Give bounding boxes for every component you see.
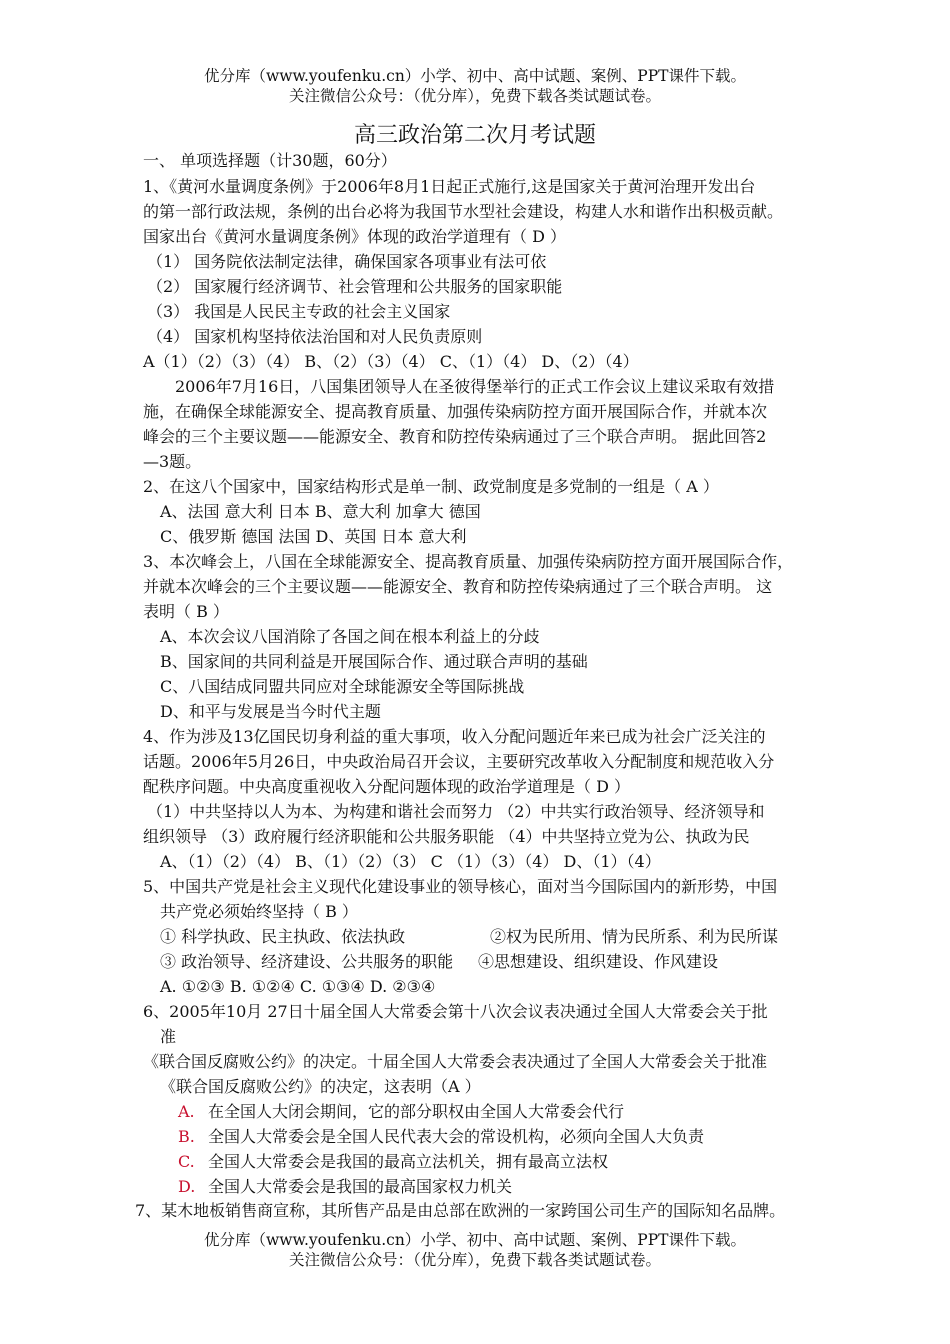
passage-line-3: 峰会的三个主要议题——能源安全、教育和防控传染病通过了三个联合声明。 据此回答2: [143, 427, 767, 446]
footer-line-2: 关注微信公众号：（优分库），免费下载各类试题试卷。: [288, 1251, 661, 1269]
q4-options: A、（1）（2）（4） B、（1）（2）（3） C （1）（3）（4） D、（1）（4）: [160, 852, 661, 871]
q6-option-a-key: A.: [178, 1102, 195, 1121]
q4-stem-line-2: 话题。2006年5月26日，中央政治局召开会议，主要研究改革收入分配制度和规范收入分: [143, 752, 775, 771]
q7-stem-line-1: 7、某木地板销售商宣称，其所售产品是由总部在欧洲的一家跨国公司生产的国际知名品牌。: [135, 1201, 786, 1220]
q5-item-4: ④思想建设、组织建设、作风建设: [478, 952, 719, 971]
passage-line-1: 2006年7月16日，八国集团领导人在圣彼得堡举行的正式工作会议上建议采取有效措: [175, 377, 775, 396]
footer-line-1: 优分库（www.youfenku.cn）小学、初中、高中试题、案例、PPT课件下载。: [203, 1231, 747, 1249]
q2-stem: 2、在这八个国家中，国家结构形式是单一制、政党制度是多党制的一组是（ A ）: [143, 477, 719, 496]
q3-stem-line-1: 3、本次峰会上，八国在全球能源安全、提高教育质量、加强传染病防控方面开展国际合作，: [143, 552, 794, 571]
q6-option-d-key: D.: [178, 1177, 196, 1196]
q3-option-b: B、国家间的共同利益是开展国际合作、通过联合声明的基础: [160, 652, 588, 671]
q1-item-4: （4） 国家机构坚持依法治国和对人民负责原则: [147, 327, 483, 346]
q4-items-line-2: 组织领导 （3）政府履行经济职能和公共服务职能 （4）中共坚持立党为公、执政为民: [143, 827, 750, 846]
q4-items-line-1: （1）中共坚持以人为本、为构建和谐社会而努力 （2）中共实行政治领导、经济领导和: [147, 802, 765, 821]
q6-option-d: 全国人大常委会是我国的最高国家权力机关: [208, 1177, 513, 1196]
q3-stem-line-3: 表明（ B ）: [143, 602, 229, 621]
page-title: 高三政治第二次月考试题: [353, 123, 596, 148]
q4-stem-line-3: 配秩序问题。中央高度重视收入分配问题体现的政治学道理是（ D ）: [143, 777, 631, 796]
q3-stem-line-2: 并就本次峰会的三个主要议题——能源安全、教育和防控传染病通过了三个联合声明。 这: [143, 577, 773, 596]
q6-stem-line-2: 准: [160, 1027, 177, 1046]
q2-options-ab: A、法国 意大利 日本 B、意大利 加拿大 德国: [160, 502, 481, 521]
q5-item-3: ③ 政治领导、经济建设、公共服务的职能: [160, 952, 454, 971]
q5-item-2: ②权为民所用、情为民所系、利为民所谋: [490, 927, 779, 946]
q1-item-2: （2） 国家履行经济调节、社会管理和公共服务的国家职能: [147, 277, 563, 296]
q3-option-c: C、八国结成同盟共同应对全球能源安全等国际挑战: [160, 677, 525, 696]
header-line-2: 关注微信公众号：（优分库），免费下载各类试题试卷。: [288, 87, 661, 105]
q6-option-c-key: C.: [178, 1152, 195, 1171]
q3-option-d: D、和平与发展是当今时代主题: [160, 702, 381, 721]
q1-stem-line-3: 国家出台《黄河水量调度条例》体现的政治学道理有（ D ）: [143, 227, 567, 246]
passage-line-2: 施，在确保全球能源安全、提高教育质量、加强传染病防控方面开展国际合作，并就本次: [143, 402, 768, 421]
passage-line-4: —3题。: [143, 452, 202, 471]
q4-stem-line-1: 4、作为涉及13亿国民切身利益的重大事项，收入分配问题近年来已成为社会广泛关注的: [143, 727, 766, 746]
q5-options: A. ①②③ B. ①②④ C. ①③④ D. ②③④: [160, 977, 436, 996]
q5-stem-line-1: 5、中国共产党是社会主义现代化建设事业的领导核心，面对当今国际国内的新形势，中国: [143, 877, 778, 896]
q1-stem-line-1: 1、《黄河水量调度条例》于2006年8月1日起正式施行,这是国家关于黄河治理开发出台: [143, 177, 756, 196]
q1-stem-line-2: 的第一部行政法规，条例的出台必将为我国节水型社会建设，构建人水和谐作出积极贡献。: [143, 202, 784, 221]
q6-stem-line-3: 《联合国反腐败公约》的决定。十届全国人大常委会表决通过了全国人大常委会关于批准: [143, 1052, 768, 1071]
q6-option-c: 全国人大常委会是我国的最高立法机关，拥有最高立法权: [208, 1152, 609, 1171]
q6-stem-line-4: 《联合国反腐败公约》的决定，这表明（A ）: [160, 1077, 481, 1096]
q2-options-cd: C、俄罗斯 德国 法国 D、英国 日本 意大利: [160, 527, 467, 546]
q1-item-3: （3） 我国是人民民主专政的社会主义国家: [147, 302, 451, 321]
header-line-1: 优分库（www.youfenku.cn）小学、初中、高中试题、案例、PPT课件下载。: [203, 67, 747, 85]
q6-option-b: 全国人大常委会是全国人民代表大会的常设机构，必须向全国人大负责: [208, 1127, 705, 1146]
q3-option-a: A、本次会议八国消除了各国之间在根本利益上的分歧: [160, 627, 540, 646]
q5-item-1: ① 科学执政、民主执政、依法执政: [160, 927, 406, 946]
q6-option-b-key: B.: [178, 1127, 195, 1146]
q5-stem-line-2: 共产党必须始终坚持（ B ）: [160, 902, 358, 921]
q1-item-1: （1） 国务院依法制定法律，确保国家各项事业有法可依: [147, 252, 547, 271]
q6-stem-line-1: 6、2005年10月 27日十届全国人大常委会第十八次会议表决通过全国人大常委会关于批: [143, 1002, 768, 1021]
q1-options: A（1）（2）（3）（4） B、（2）（3）（4） C、（1）（4） D、（2）（4）: [143, 352, 639, 371]
section-heading: 一、 单项选择题（计30题，60分）: [143, 151, 397, 170]
q6-option-a: 在全国人大闭会期间，它的部分职权由全国人大常委会代行: [208, 1102, 625, 1121]
